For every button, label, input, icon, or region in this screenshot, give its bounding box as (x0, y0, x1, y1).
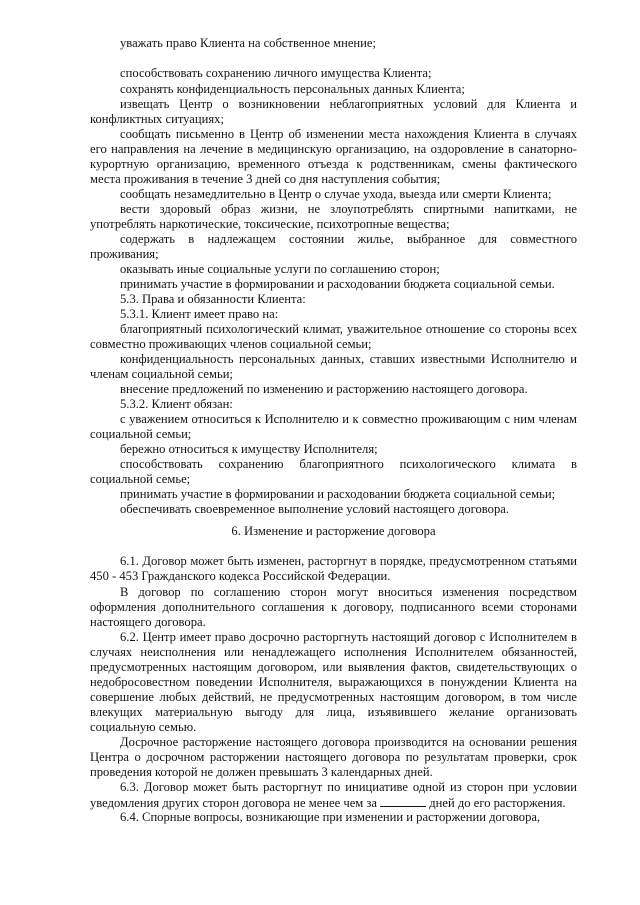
client-obligation-1: с уважением относиться к Исполнителю и к совместно проживающим с ним членам социальной семьи; (90, 412, 577, 441)
client-obligation-2: бережно относиться к имуществу Исполнителя; (120, 442, 378, 456)
section-6-3-text-end: дней до его расторжения. (426, 796, 566, 810)
section-6-1: 6.1. Договор может быть изменен, расторгнут в порядке, предусмотренном статьями 450 - 453 Гражданского кодекса Российской Федерации. (90, 554, 577, 583)
client-duty-3: сохранять конфиденциальность персональных данных Клиента; (120, 82, 465, 96)
client-duty-10: принимать участие в формировании и расходовании бюджета социальной семьи. (120, 277, 555, 291)
section-5-3-title: 5.3. Права и обязанности Клиента: (120, 292, 306, 306)
client-obligation-5: обеспечивать своевременное выполнение условий настоящего договора. (120, 502, 509, 516)
section-6-3-text-start: 6.3. Договор может быть расторгнут по инициативе одной из сторон при условии уведомления других сторон договора не менее чем за (90, 780, 577, 810)
section-6-1-addendum: В договор по соглашению сторон могут вноситься изменения посредством оформления дополнительного соглашения к договору, подписанного всеми сторонами настоящего договора. (90, 585, 577, 629)
client-right-2: конфиденциальность персональных данных, ставших известными Исполнителю и членам социальной семьи; (90, 352, 577, 381)
client-obligation-4: принимать участие в формировании и расходовании бюджета социальной семьи; (120, 487, 556, 501)
client-duty-7: вести здоровый образ жизни, не злоупотреблять спиртными напитками, не употреблять наркотические, токсические, психотропные вещества; (90, 202, 577, 231)
section-5-3-2-title: 5.3.2. Клиент обязан: (120, 397, 233, 411)
section-6-heading: 6. Изменение и расторжение договора (231, 524, 436, 538)
client-right-3: внесение предложений по изменению и расторжению настоящего договора. (120, 382, 528, 396)
client-right-1: благоприятный психологический климат, уважительное отношение со стороны всех совместно проживающих членов социальной семьи; (90, 322, 577, 351)
client-duty-8: содержать в надлежащем состоянии жилье, выбранное для совместного проживания; (90, 232, 577, 261)
client-duty-2: способствовать сохранению личного имущества Клиента; (120, 66, 432, 80)
client-duty-6: сообщать незамедлительно в Центр о случае ухода, выезда или смерти Клиента; (120, 187, 552, 201)
client-duty-4: извещать Центр о возникновении неблагоприятных условий для Клиента и конфликтных ситуациях; (90, 97, 577, 126)
section-6-2: 6.2. Центр имеет право досрочно расторгнуть настоящий договор с Исполнителем в случаях неисполнения или ненадлежащего исполнения Исполнителем обязанностей, предусмотренных настоящим договором, или выявления фактов, свидетельствующих о недобросовестном поведении Исполнителя, выражающихся в понуждении Клиента на совершение любых действий, не предусмотренных настоящим договором, в том числе влекущих материальную выгоду для лица, изъявившего желание организовать социальную семью. (90, 630, 577, 734)
client-obligation-3: способствовать сохранению благоприятного психологического климата в социальной семье; (90, 457, 577, 486)
client-duty-9: оказывать иные социальные услуги по соглашению сторон; (120, 262, 440, 276)
client-duty-1: уважать право Клиента на собственное мнение; (120, 36, 376, 50)
client-duty-5: сообщать письменно в Центр об изменении места нахождения Клиента в случаях его направления на лечение в медицинскую организацию, на оздоровление в санаторно-курортную организацию, временного отъезда к родственникам, смены фактического места проживания в течение 3 дней со дня наступления события; (90, 127, 577, 186)
section-6-3 (90, 780, 577, 811)
section-5-3-1-title: 5.3.1. Клиент имеет право на: (120, 307, 279, 321)
days-blank-field (380, 795, 426, 807)
section-6-4: 6.4. Спорные вопросы, возникающие при изменении и расторжении договора, (120, 810, 541, 824)
section-6-2-procedure: Досрочное расторжение настоящего договора производится на основании решения Центра о досрочном расторжении настоящего договора по результатам проверки, срок проведения которой не должен превышать 3 календарных дней. (90, 735, 577, 779)
